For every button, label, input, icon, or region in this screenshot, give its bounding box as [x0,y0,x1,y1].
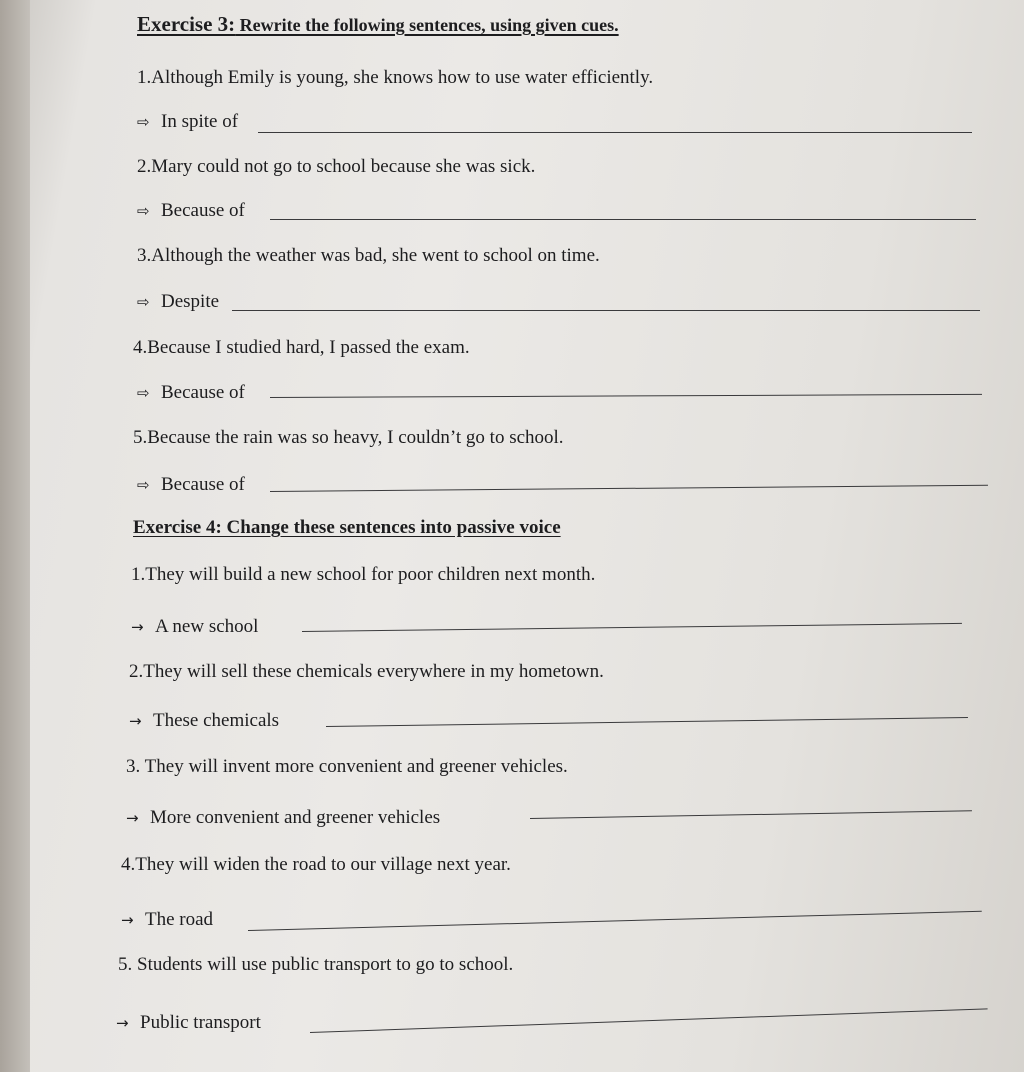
ex3-sentence-3: 3.Although the weather was bad, she went to school on time. [137,245,600,266]
ex3-cue-5 [137,473,245,497]
double-arrow-icon: ⇨ [137,113,150,131]
exercise-4-title: Exercise 4: Change these sentences into passive voice [133,517,561,538]
ex3-sentence-1: 1.Although Emily is young, she knows how to use water efficiently. [137,67,654,88]
ex3-answer-line-4[interactable] [270,394,982,398]
ex4-cue-2 [129,709,279,733]
right-arrow-icon: → [116,1014,129,1032]
right-arrow-icon: → [126,809,139,827]
ex3-cue-3 [137,290,219,314]
ex3-cue-4-label: Because of [161,382,245,403]
ex4-answer-line-1[interactable] [302,623,962,632]
exercise-3-title-prefix: Exercise 3: [137,12,236,36]
ex3-cue-2 [137,199,245,223]
double-arrow-icon: ⇨ [137,293,150,311]
exercise-3-title [137,12,619,37]
right-arrow-icon: → [131,618,144,636]
ex3-cue-3-label: Despite [161,291,220,312]
ex3-cue-1-label: In spite of [161,111,239,132]
ex3-sentence-4: 4.Because I studied hard, I passed the exam. [133,337,470,358]
ex3-cue-5-label: Because of [161,474,245,495]
ex4-sentence-4: 4.They will widen the road to our village next year. [121,854,511,875]
ex3-cue-4 [137,381,245,405]
ex3-answer-line-3[interactable] [232,310,980,311]
right-arrow-icon: → [129,712,142,730]
ex4-cue-4-label: The road [145,909,214,930]
right-arrow-icon: → [121,911,134,929]
ex4-cue-5 [116,1011,261,1035]
double-arrow-icon: ⇨ [137,476,150,494]
ex4-answer-line-3[interactable] [530,810,972,819]
ex3-cue-2-label: Because of [161,200,245,221]
ex3-sentence-5: 5.Because the rain was so heavy, I couldn’t go to school. [133,427,564,448]
ex4-cue-4 [121,908,213,932]
ex4-cue-3 [126,806,440,830]
ex3-answer-line-1[interactable] [258,132,972,133]
ex4-cue-2-label: These chemicals [153,710,280,731]
double-arrow-icon: ⇨ [137,384,150,402]
ex4-cue-5-label: Public transport [140,1012,261,1033]
ex4-sentence-2: 2.They will sell these chemicals everywhere in my hometown. [129,661,604,682]
ex4-answer-line-5[interactable] [310,1008,988,1033]
exercise-3-title-rest: Rewrite the following sentences, using given cues. [235,15,619,35]
ex4-sentence-3: 3. They will invent more convenient and greener vehicles. [126,756,568,777]
ex3-answer-line-5[interactable] [270,485,988,492]
ex4-cue-3-label: More convenient and greener vehicles [150,807,441,828]
ex4-answer-line-4[interactable] [248,911,982,931]
double-arrow-icon: ⇨ [137,202,150,220]
ex4-cue-1-label: A new school [155,616,259,637]
ex3-cue-1 [137,110,238,134]
ex3-sentence-2: 2.Mary could not go to school because she was sick. [137,156,536,177]
ex4-cue-1 [131,615,258,639]
ex4-answer-line-2[interactable] [326,717,968,727]
ex4-sentence-1: 1.They will build a new school for poor children next month. [131,564,596,585]
page-shadow-edge [0,0,30,1072]
ex4-sentence-5: 5. Students will use public transport to go to school. [118,954,514,975]
ex3-answer-line-2[interactable] [270,219,976,220]
